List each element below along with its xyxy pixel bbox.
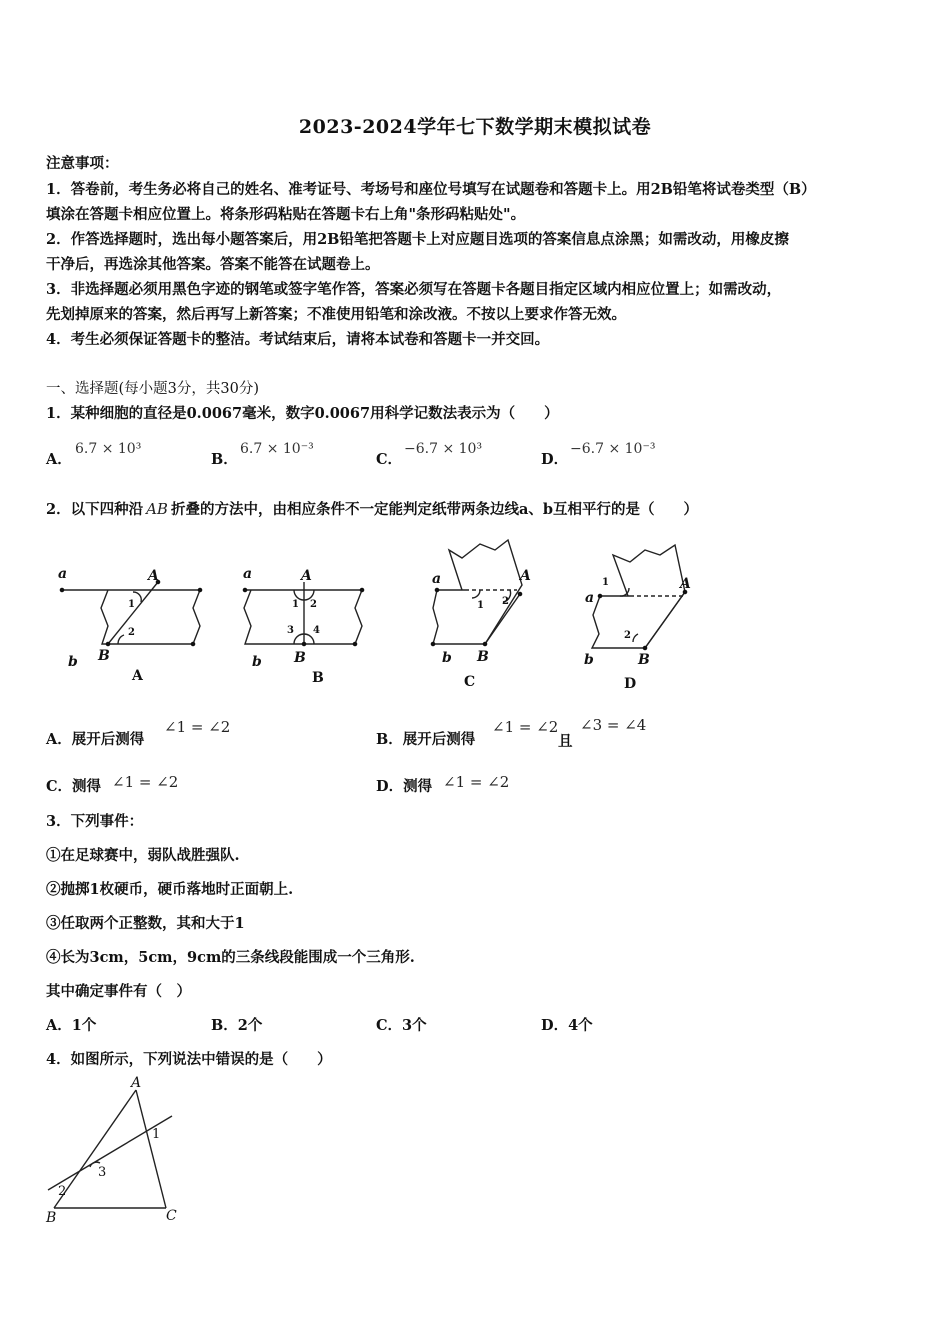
q2-option-a-label: A．展开后测得 bbox=[46, 731, 145, 748]
q4-label-1: 1 bbox=[152, 1127, 161, 1142]
question-4-stem: 4．如图所示，下列说法中错误的是（ ） bbox=[46, 1051, 332, 1068]
fig-b-label-b: b bbox=[252, 654, 262, 670]
q4-label-A: A bbox=[131, 1075, 142, 1091]
q2-option-d-label: D．测得 bbox=[376, 778, 433, 795]
q1-option-a-value: 6.7 × 10³ bbox=[75, 441, 142, 457]
q1-option-a-label: A． bbox=[46, 451, 72, 468]
q3-option-a: A．1个 bbox=[46, 1017, 97, 1034]
q1-option-c-value: −6.7 × 10³ bbox=[404, 441, 483, 457]
q3-question: 其中确定事件有（ ） bbox=[46, 983, 191, 1000]
fig-d-num-1: 1 bbox=[602, 577, 609, 588]
notice-heading: 注意事项： bbox=[46, 155, 119, 172]
fig-d-label-B: B bbox=[638, 652, 650, 668]
q1-option-d-value: −6.7 × 10⁻³ bbox=[570, 441, 656, 457]
q1-option-b-label: B． bbox=[211, 451, 238, 468]
fig-a-label-a: a bbox=[58, 566, 68, 582]
q3-item: ④长为3cm，5cm，9cm的三条线段能围成一个三角形. bbox=[46, 949, 415, 966]
fig-b-caption: B bbox=[312, 670, 324, 686]
q2-stem-pre: 2．以下四种沿 bbox=[46, 501, 144, 518]
fig-a-label-b: b bbox=[68, 654, 78, 670]
q2-option-b-label: B．展开后测得 bbox=[376, 731, 476, 748]
q2-option-b-mid: 且 bbox=[558, 733, 573, 750]
fig-d-angle-2 bbox=[633, 634, 638, 642]
section-heading: 一、选择题(每小题3分，共30分) bbox=[46, 381, 259, 397]
fig-d-strip bbox=[592, 592, 685, 648]
notice-line: 4．考生必须保证答题卡的整洁。考试结束后，请将本试卷和答题卡一并交回。 bbox=[46, 331, 550, 348]
fig-b-label-B: B bbox=[294, 650, 306, 666]
q3-option-b: B．2个 bbox=[211, 1017, 263, 1034]
q2-option-c-math: ∠1 = ∠2 bbox=[112, 773, 179, 791]
q2-option-a-math: ∠1 = ∠2 bbox=[164, 718, 231, 736]
fig-b-num-3: 3 bbox=[287, 625, 294, 636]
q1-option-c-label: C． bbox=[376, 451, 403, 468]
q2-figures bbox=[40, 530, 720, 705]
q2-option-b-math: ∠1 = ∠2 bbox=[492, 718, 559, 736]
fig-d-label-b: b bbox=[584, 652, 594, 668]
q3-item: ①在足球赛中，弱队战胜强队. bbox=[46, 847, 240, 864]
fig-c-label-B: B bbox=[477, 649, 489, 665]
fig-a-label-A: A bbox=[148, 568, 159, 584]
question-3-stem: 3．下列事件： bbox=[46, 813, 144, 830]
q2-option-b-math2: ∠3 = ∠4 bbox=[580, 716, 647, 734]
q4-label-B: B bbox=[46, 1210, 57, 1226]
page-title: 2023-2024学年七下数学期末模拟试卷 bbox=[298, 116, 652, 138]
fig-b-label-A: A bbox=[301, 568, 312, 584]
fig-b-num-2: 2 bbox=[310, 599, 317, 610]
fig-c-num-2: 2 bbox=[502, 596, 509, 607]
fig-a-angle-2 bbox=[118, 635, 124, 644]
fig-a-label-B: B bbox=[98, 648, 110, 664]
side-ac bbox=[136, 1090, 166, 1208]
q2-option-c-label: C．测得 bbox=[46, 778, 102, 795]
fig-a-num-1: 1 bbox=[128, 599, 135, 610]
notice-line: 先划掉原来的答案，然后再写上新答案；不准使用铅笔和涂改液。不按以上要求作答无效。 bbox=[46, 306, 626, 323]
q3-option-c: C．3个 bbox=[376, 1017, 427, 1034]
notice-line: 2．作答选择题时，选出每小题答案后，用2B铅笔把答题卡上对应题目选项的答案信息点涂黑；如需改动，用橡皮擦 bbox=[46, 231, 789, 248]
q4-label-3: 3 bbox=[98, 1165, 107, 1180]
q3-item: ②抛掷1枚硬币，硬币落地时正面朝上. bbox=[46, 881, 294, 898]
fig-d-num-2: 2 bbox=[624, 630, 631, 641]
q2-option-d-math: ∠1 = ∠2 bbox=[443, 773, 510, 791]
fig-b-num-4: 4 bbox=[313, 625, 320, 636]
notice-line: 干净后，再选涂其他答案。答案不能答在试题卷上。 bbox=[46, 256, 380, 273]
q1-option-b-value: 6.7 × 10⁻³ bbox=[240, 441, 314, 457]
fig-b-strip bbox=[244, 590, 362, 644]
fig-b-label-a: a bbox=[243, 566, 253, 582]
fig-c-angle-1 bbox=[472, 590, 480, 598]
fig-d-caption: D bbox=[624, 676, 637, 692]
fig-c-label-b: b bbox=[442, 650, 452, 666]
fig-d-label-a: a bbox=[585, 590, 595, 606]
q4-label-C: C bbox=[166, 1208, 177, 1224]
notice-line: 3．非选择题必须用黑色字迹的钢笔或签字笔作答，答案必须写在答题卡各题目指定区域内相应位置上；如需改动， bbox=[46, 281, 782, 298]
question-1-stem: 1．某种细胞的直径是0.0067毫米，数字0.0067用科学记数法表示为（ ） bbox=[46, 405, 559, 422]
side-ab bbox=[54, 1090, 136, 1208]
q3-item: ③任取两个正整数，其和大于1 bbox=[46, 915, 245, 932]
fig-c-label-a: a bbox=[432, 571, 442, 587]
q3-option-d: D．4个 bbox=[541, 1017, 593, 1034]
q2-stem-post: 折叠的方法中，由相应条件不一定能判定纸带两条边线a、b互相平行的是（ ） bbox=[170, 501, 698, 518]
q1-option-d-label: D． bbox=[541, 451, 569, 468]
notice-line: 填涂在答题卡相应位置上。将条形码粘贴在答题卡右上角"条形码粘贴处"。 bbox=[46, 206, 526, 223]
fig-b-num-1: 1 bbox=[292, 599, 299, 610]
fig-c-caption: C bbox=[464, 674, 476, 690]
fig-a-num-2: 2 bbox=[128, 627, 135, 638]
question-2-stem bbox=[46, 498, 698, 519]
fig-d-label-A: A bbox=[680, 576, 691, 592]
q4-triangle-figure bbox=[40, 1070, 200, 1230]
q4-label-2: 2 bbox=[58, 1184, 67, 1199]
q2-stem-ab: AB bbox=[146, 500, 168, 518]
fig-c-label-A: A bbox=[520, 568, 531, 584]
fig-c-num-1: 1 bbox=[477, 600, 484, 611]
notice-line: 1．答卷前，考生务必将自己的姓名、准考证号、考场号和座位号填写在试题卷和答题卡上。用2B铅笔将试卷类型（B） bbox=[46, 181, 816, 198]
fig-a-caption: A bbox=[132, 668, 143, 684]
